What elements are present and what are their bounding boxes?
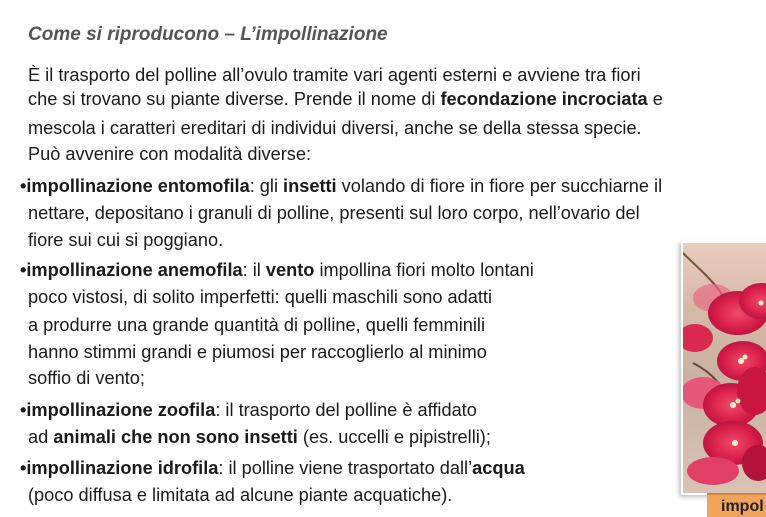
anemofila-line-3: a produrre una grande quantità di polline, quelli femminili <box>28 315 485 335</box>
idrofila-line-2: (poco diffusa e limitata ad alcune piante acquatiche). <box>28 485 453 505</box>
keyword-fecondazione-incrociata: fecondazione incrociata <box>440 89 648 109</box>
entomofila-line-3: fiore sui cui si poggiano. <box>28 230 224 250</box>
intro-line-3: mescola i caratteri ereditari di individui diversi, anche se della stessa specie. <box>28 118 642 138</box>
anemofila-line-5: soffio di vento; <box>28 368 145 388</box>
bullet: • <box>20 260 27 280</box>
anemofila-line-2: poco vistosi, di solito imperfetti: quelli maschili sono adatti <box>28 287 492 307</box>
entomofila-line-1 <box>20 174 662 198</box>
term-zoofila: impollinazione zoofila <box>26 400 216 420</box>
flower-photo <box>681 241 766 495</box>
agent-insetti: insetti <box>283 176 337 196</box>
intro-line-2 <box>28 87 663 111</box>
bullet: • <box>20 176 27 196</box>
zoofila-line-2 <box>28 425 491 449</box>
idrofila-line-1 <box>20 456 525 480</box>
term-anemofila: impollinazione anemofila <box>26 260 243 280</box>
intro-text: e <box>647 89 663 109</box>
text: : gli <box>249 176 284 196</box>
text: (es. uccelli e pipistrelli); <box>297 427 491 447</box>
entomofila-line-2: nettare, depositano i granuli di polline, presenti sul loro corpo, nell’ovario del <box>28 203 640 223</box>
text: : il trasporto del polline è affidato <box>215 400 477 420</box>
text: : il <box>242 260 266 280</box>
term-entomofila: impollinazione entomofila <box>26 176 250 196</box>
photo-caption: impol <box>707 493 766 517</box>
keyword-animali: animali che non sono insetti <box>53 427 298 447</box>
zoofila-line-1 <box>20 398 477 422</box>
intro-line-4: Può avvenire con modalità diverse: <box>28 144 312 164</box>
intro-line-1: È il trasporto del polline all’ovulo tramite vari agenti esterni e avviene tra fiori <box>28 65 641 85</box>
agent-acqua: acqua <box>472 458 525 478</box>
text: : il polline viene trasportato dall’ <box>218 458 473 478</box>
bullet: • <box>20 400 27 420</box>
anemofila-line-4: hanno stimmi grandi e piumosi per raccoglierlo al minimo <box>28 342 487 362</box>
anemofila-line-1 <box>20 258 534 282</box>
text: ad <box>28 427 54 447</box>
agent-vento: vento <box>265 260 315 280</box>
term-idrofila: impollinazione idrofila <box>26 458 219 478</box>
intro-text: che si trovano su piante diverse. Prende il nome di <box>28 89 441 109</box>
bullet: • <box>20 458 27 478</box>
text: impollina fiori molto lontani <box>314 260 534 280</box>
slide-title: Come si riproducono – L’impollinazione <box>28 24 388 45</box>
text: volando di fiore in fiore per succhiarne il <box>336 176 663 196</box>
